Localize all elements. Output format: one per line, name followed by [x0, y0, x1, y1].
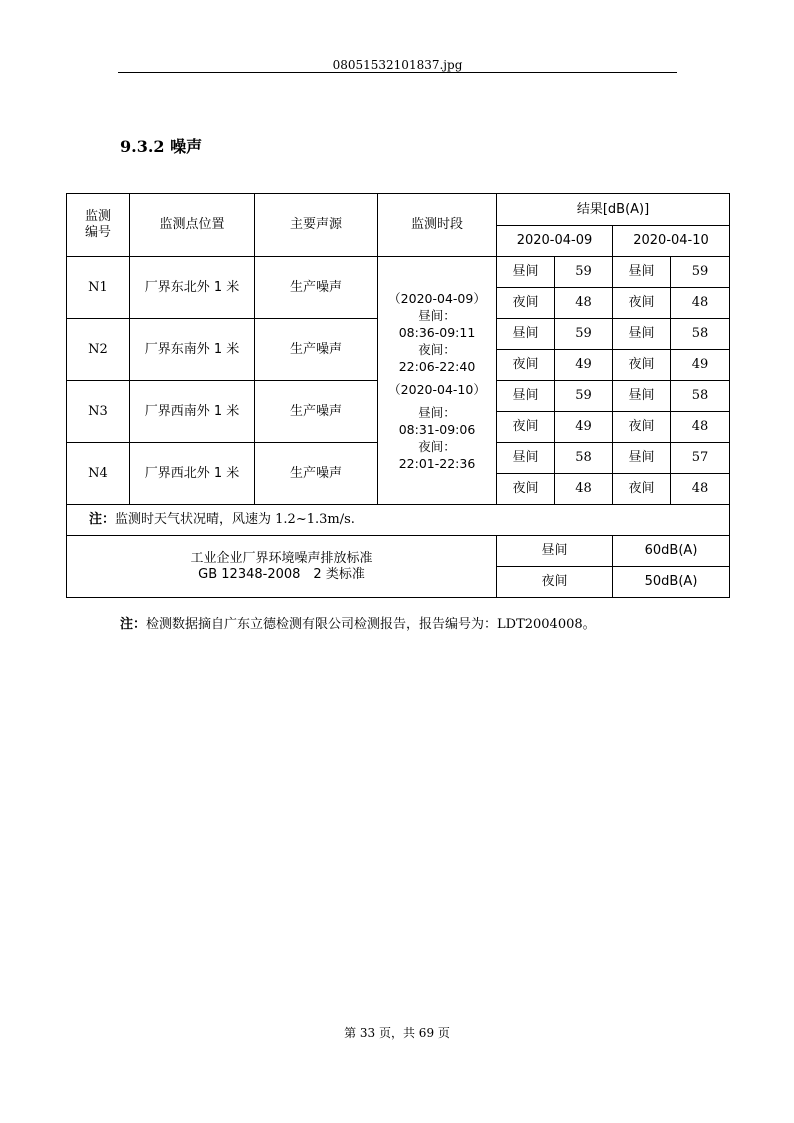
section-title: 9.3.2 噪声: [120, 137, 203, 156]
value-cell: 49: [671, 350, 730, 381]
weather-note: 注：监测时天气状况晴，风速为 1.2~1.3m/s.: [67, 505, 730, 536]
row-location: 厂界东北外 1 米: [130, 257, 255, 319]
value-cell: 48: [671, 288, 730, 319]
day-label: 昼间: [497, 257, 555, 288]
table-row: [67, 257, 730, 288]
value-cell: 57: [671, 443, 730, 474]
row-id: N1: [67, 257, 130, 319]
standard-day-value: 60dB(A): [613, 536, 730, 567]
row-location: 厂界西北外 1 米: [130, 443, 255, 505]
standard-day-label: 昼间: [497, 536, 613, 567]
night-label: 夜间: [497, 474, 555, 505]
night-label: 夜间: [497, 412, 555, 443]
row-id: N3: [67, 381, 130, 443]
row-source: 生产噪声: [255, 257, 378, 319]
page-number-footer: 第 33 页，共 69 页: [344, 1026, 450, 1040]
header-id: 监测 编号: [67, 194, 130, 257]
value-cell: 48: [555, 474, 613, 505]
value-cell: 59: [555, 381, 613, 412]
value-cell: 58: [555, 443, 613, 474]
day-label: 昼间: [497, 443, 555, 474]
header-date-2: 2020-04-10: [613, 226, 730, 257]
night-label: 夜间: [497, 288, 555, 319]
standard-night-label: 夜间: [497, 567, 613, 598]
header-divider: [118, 72, 677, 73]
table-header-row: [67, 194, 730, 226]
standard-night-value: 50dB(A): [613, 567, 730, 598]
value-cell: 58: [671, 381, 730, 412]
weather-note-row: [67, 505, 730, 536]
row-location: 厂界东南外 1 米: [130, 319, 255, 381]
value-cell: 59: [555, 319, 613, 350]
day-label: 昼间: [613, 381, 671, 412]
night-label: 夜间: [613, 412, 671, 443]
page-header-filename: 08051532101837.jpg: [332, 58, 463, 72]
noise-results-table: [66, 193, 730, 598]
header-period: 监测时段: [378, 194, 497, 257]
source-footnote: 注：检测数据摘自广东立德检测有限公司检测报告，报告编号为：LDT2004008。: [120, 617, 596, 632]
value-cell: 48: [671, 412, 730, 443]
value-cell: 59: [671, 257, 730, 288]
header-result: 结果[dB(A)]: [497, 194, 730, 226]
row-source: 生产噪声: [255, 443, 378, 505]
standard-name: 工业企业厂界环境噪声排放标准 GB 12348-2008 2 类标准: [67, 536, 497, 598]
value-cell: 59: [555, 257, 613, 288]
row-source: 生产噪声: [255, 319, 378, 381]
value-cell: 48: [555, 288, 613, 319]
night-label: 夜间: [613, 474, 671, 505]
monitoring-period-cell: （2020-04-09） 昼间： 08:36-09:11 夜间： 22:06-22:40 （2020-04-10） 昼间： 08:31-09:06 夜间： 22:01-22:36: [378, 257, 497, 505]
header-location: 监测点位置: [130, 194, 255, 257]
value-cell: 49: [555, 350, 613, 381]
day-label: 昼间: [497, 381, 555, 412]
value-cell: 48: [671, 474, 730, 505]
value-cell: 58: [671, 319, 730, 350]
day-label: 昼间: [613, 443, 671, 474]
night-label: 夜间: [613, 288, 671, 319]
value-cell: 49: [555, 412, 613, 443]
day-label: 昼间: [613, 257, 671, 288]
row-source: 生产噪声: [255, 381, 378, 443]
standard-row-day: [67, 536, 730, 567]
header-source: 主要声源: [255, 194, 378, 257]
row-id: N4: [67, 443, 130, 505]
night-label: 夜间: [497, 350, 555, 381]
day-label: 昼间: [613, 319, 671, 350]
night-label: 夜间: [613, 350, 671, 381]
header-date-1: 2020-04-09: [497, 226, 613, 257]
row-id: N2: [67, 319, 130, 381]
day-label: 昼间: [497, 319, 555, 350]
row-location: 厂界西南外 1 米: [130, 381, 255, 443]
